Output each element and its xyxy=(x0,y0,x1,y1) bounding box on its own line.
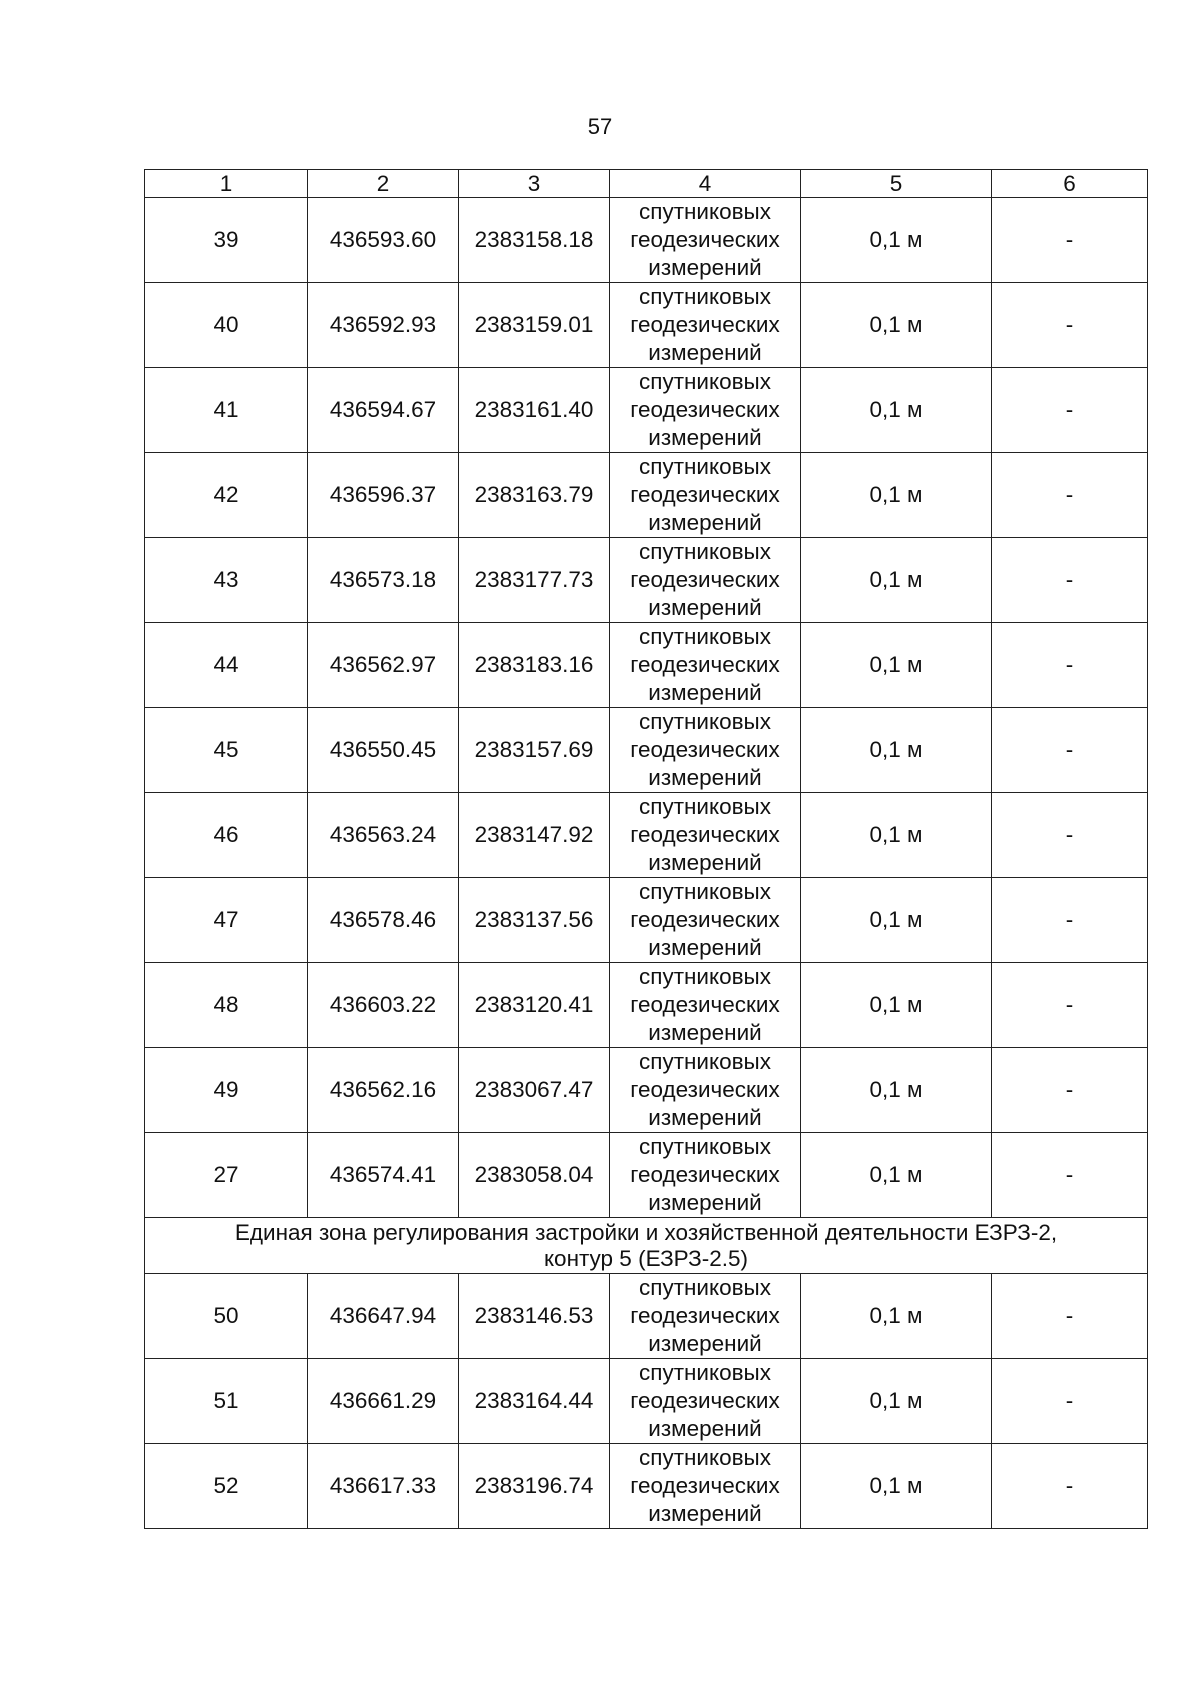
method-line: измерений xyxy=(648,510,762,535)
method-line: измерений xyxy=(648,765,762,790)
accuracy-cell: 0,1 м xyxy=(801,198,992,283)
point-number-cell: 50 xyxy=(145,1274,308,1359)
table-row xyxy=(145,1444,1148,1529)
method-line: спутниковых xyxy=(639,964,771,989)
method-line: измерений xyxy=(648,1105,762,1130)
method-line: геодезических xyxy=(630,312,780,337)
point-number-cell: 40 xyxy=(145,283,308,368)
note-cell: - xyxy=(992,1359,1148,1444)
accuracy-cell: 0,1 м xyxy=(801,368,992,453)
table-row xyxy=(145,283,1148,368)
table-row xyxy=(145,708,1148,793)
accuracy-cell: 0,1 м xyxy=(801,1359,992,1444)
method-line: геодезических xyxy=(630,1303,780,1328)
column-header: 5 xyxy=(801,170,992,198)
point-number-cell: 45 xyxy=(145,708,308,793)
method-cell xyxy=(610,453,801,538)
method-line: геодезических xyxy=(630,737,780,762)
method-cell xyxy=(610,878,801,963)
note-cell: - xyxy=(992,538,1148,623)
method-line: спутниковых xyxy=(639,879,771,904)
table-row xyxy=(145,878,1148,963)
x-coordinate-cell: 436550.45 xyxy=(308,708,459,793)
point-number-cell: 47 xyxy=(145,878,308,963)
column-header: 4 xyxy=(610,170,801,198)
method-line: геодезических xyxy=(630,907,780,932)
method-line: геодезических xyxy=(630,397,780,422)
table-row xyxy=(145,793,1148,878)
table-row xyxy=(145,1359,1148,1444)
y-coordinate-cell: 2383163.79 xyxy=(459,453,610,538)
column-header: 3 xyxy=(459,170,610,198)
note-cell: - xyxy=(992,708,1148,793)
column-header: 1 xyxy=(145,170,308,198)
table-row xyxy=(145,198,1148,283)
x-coordinate-cell: 436578.46 xyxy=(308,878,459,963)
section-title-line: Единая зона регулирования застройки и хозяйственной деятельности ЕЗРЗ-2, xyxy=(234,1219,1058,1245)
y-coordinate-cell: 2383158.18 xyxy=(459,198,610,283)
method-line: измерений xyxy=(648,1331,762,1356)
method-cell xyxy=(610,793,801,878)
method-cell xyxy=(610,368,801,453)
note-cell: - xyxy=(992,1133,1148,1218)
method-cell xyxy=(610,963,801,1048)
x-coordinate-cell: 436617.33 xyxy=(308,1444,459,1529)
accuracy-cell: 0,1 м xyxy=(801,963,992,1048)
accuracy-cell: 0,1 м xyxy=(801,1133,992,1218)
method-line: спутниковых xyxy=(639,369,771,394)
method-line: геодезических xyxy=(630,1162,780,1187)
header-row xyxy=(145,170,1148,198)
note-cell: - xyxy=(992,283,1148,368)
x-coordinate-cell: 436647.94 xyxy=(308,1274,459,1359)
method-line: спутниковых xyxy=(639,794,771,819)
table-row xyxy=(145,623,1148,708)
point-number-cell: 39 xyxy=(145,198,308,283)
y-coordinate-cell: 2383067.47 xyxy=(459,1048,610,1133)
accuracy-cell: 0,1 м xyxy=(801,623,992,708)
point-number-cell: 46 xyxy=(145,793,308,878)
method-line: измерений xyxy=(648,425,762,450)
method-line: геодезических xyxy=(630,567,780,592)
method-cell xyxy=(610,1359,801,1444)
method-cell xyxy=(610,198,801,283)
method-line: спутниковых xyxy=(639,284,771,309)
x-coordinate-cell: 436592.93 xyxy=(308,283,459,368)
method-line: спутниковых xyxy=(639,1049,771,1074)
accuracy-cell: 0,1 м xyxy=(801,793,992,878)
method-line: геодезических xyxy=(630,227,780,252)
table-body xyxy=(145,170,1148,1529)
y-coordinate-cell: 2383159.01 xyxy=(459,283,610,368)
table-row xyxy=(145,453,1148,538)
method-line: спутниковых xyxy=(639,1275,771,1300)
method-line: спутниковых xyxy=(639,1134,771,1159)
method-cell xyxy=(610,708,801,793)
table-row xyxy=(145,368,1148,453)
x-coordinate-cell: 436574.41 xyxy=(308,1133,459,1218)
accuracy-cell: 0,1 м xyxy=(801,708,992,793)
note-cell: - xyxy=(992,198,1148,283)
method-line: измерений xyxy=(648,1190,762,1215)
method-line: измерений xyxy=(648,1501,762,1526)
coordinates-table xyxy=(144,169,1148,1529)
method-line: спутниковых xyxy=(639,1445,771,1470)
note-cell: - xyxy=(992,368,1148,453)
method-line: измерений xyxy=(648,595,762,620)
x-coordinate-cell: 436593.60 xyxy=(308,198,459,283)
accuracy-cell: 0,1 м xyxy=(801,1048,992,1133)
method-cell xyxy=(610,1444,801,1529)
column-header: 6 xyxy=(992,170,1148,198)
table-row xyxy=(145,1133,1148,1218)
x-coordinate-cell: 436661.29 xyxy=(308,1359,459,1444)
y-coordinate-cell: 2383183.16 xyxy=(459,623,610,708)
note-cell: - xyxy=(992,1444,1148,1529)
method-line: геодезических xyxy=(630,992,780,1017)
section-title xyxy=(145,1218,1148,1274)
y-coordinate-cell: 2383058.04 xyxy=(459,1133,610,1218)
y-coordinate-cell: 2383157.69 xyxy=(459,708,610,793)
point-number-cell: 42 xyxy=(145,453,308,538)
column-header: 2 xyxy=(308,170,459,198)
note-cell: - xyxy=(992,878,1148,963)
point-number-cell: 52 xyxy=(145,1444,308,1529)
x-coordinate-cell: 436594.67 xyxy=(308,368,459,453)
note-cell: - xyxy=(992,963,1148,1048)
point-number-cell: 41 xyxy=(145,368,308,453)
method-line: измерений xyxy=(648,340,762,365)
point-number-cell: 44 xyxy=(145,623,308,708)
y-coordinate-cell: 2383164.44 xyxy=(459,1359,610,1444)
note-cell: - xyxy=(992,623,1148,708)
y-coordinate-cell: 2383137.56 xyxy=(459,878,610,963)
point-number-cell: 49 xyxy=(145,1048,308,1133)
method-line: спутниковых xyxy=(639,199,771,224)
method-line: измерений xyxy=(648,1416,762,1441)
x-coordinate-cell: 436562.97 xyxy=(308,623,459,708)
method-line: геодезических xyxy=(630,652,780,677)
method-line: геодезических xyxy=(630,1388,780,1413)
y-coordinate-cell: 2383161.40 xyxy=(459,368,610,453)
method-line: спутниковых xyxy=(639,1360,771,1385)
y-coordinate-cell: 2383146.53 xyxy=(459,1274,610,1359)
method-cell xyxy=(610,1048,801,1133)
x-coordinate-cell: 436596.37 xyxy=(308,453,459,538)
x-coordinate-cell: 436573.18 xyxy=(308,538,459,623)
point-number-cell: 27 xyxy=(145,1133,308,1218)
method-line: геодезических xyxy=(630,1077,780,1102)
method-line: измерений xyxy=(648,680,762,705)
point-number-cell: 48 xyxy=(145,963,308,1048)
note-cell: - xyxy=(992,1274,1148,1359)
y-coordinate-cell: 2383120.41 xyxy=(459,963,610,1048)
accuracy-cell: 0,1 м xyxy=(801,538,992,623)
table-row xyxy=(145,1048,1148,1133)
method-cell xyxy=(610,1274,801,1359)
y-coordinate-cell: 2383177.73 xyxy=(459,538,610,623)
accuracy-cell: 0,1 м xyxy=(801,283,992,368)
point-number-cell: 51 xyxy=(145,1359,308,1444)
method-line: спутниковых xyxy=(639,709,771,734)
method-cell xyxy=(610,1133,801,1218)
point-number-cell: 43 xyxy=(145,538,308,623)
method-cell xyxy=(610,538,801,623)
accuracy-cell: 0,1 м xyxy=(801,1274,992,1359)
x-coordinate-cell: 436603.22 xyxy=(308,963,459,1048)
note-cell: - xyxy=(992,793,1148,878)
section-title-line: контур 5 (ЕЗРЗ-2.5) xyxy=(543,1245,749,1271)
table-row xyxy=(145,538,1148,623)
y-coordinate-cell: 2383147.92 xyxy=(459,793,610,878)
method-line: геодезических xyxy=(630,1473,780,1498)
accuracy-cell: 0,1 м xyxy=(801,453,992,538)
method-line: измерений xyxy=(648,255,762,280)
method-line: измерений xyxy=(648,935,762,960)
table-row xyxy=(145,963,1148,1048)
page-number: 57 xyxy=(587,114,613,139)
table-row xyxy=(145,1274,1148,1359)
method-line: геодезических xyxy=(630,482,780,507)
accuracy-cell: 0,1 м xyxy=(801,1444,992,1529)
method-line: спутниковых xyxy=(639,454,771,479)
method-line: измерений xyxy=(648,850,762,875)
accuracy-cell: 0,1 м xyxy=(801,878,992,963)
method-line: спутниковых xyxy=(639,624,771,649)
x-coordinate-cell: 436563.24 xyxy=(308,793,459,878)
note-cell: - xyxy=(992,453,1148,538)
section-title-row xyxy=(145,1218,1148,1274)
note-cell: - xyxy=(992,1048,1148,1133)
method-line: геодезических xyxy=(630,822,780,847)
method-cell xyxy=(610,283,801,368)
method-line: измерений xyxy=(648,1020,762,1045)
y-coordinate-cell: 2383196.74 xyxy=(459,1444,610,1529)
method-cell xyxy=(610,623,801,708)
x-coordinate-cell: 436562.16 xyxy=(308,1048,459,1133)
method-line: спутниковых xyxy=(639,539,771,564)
